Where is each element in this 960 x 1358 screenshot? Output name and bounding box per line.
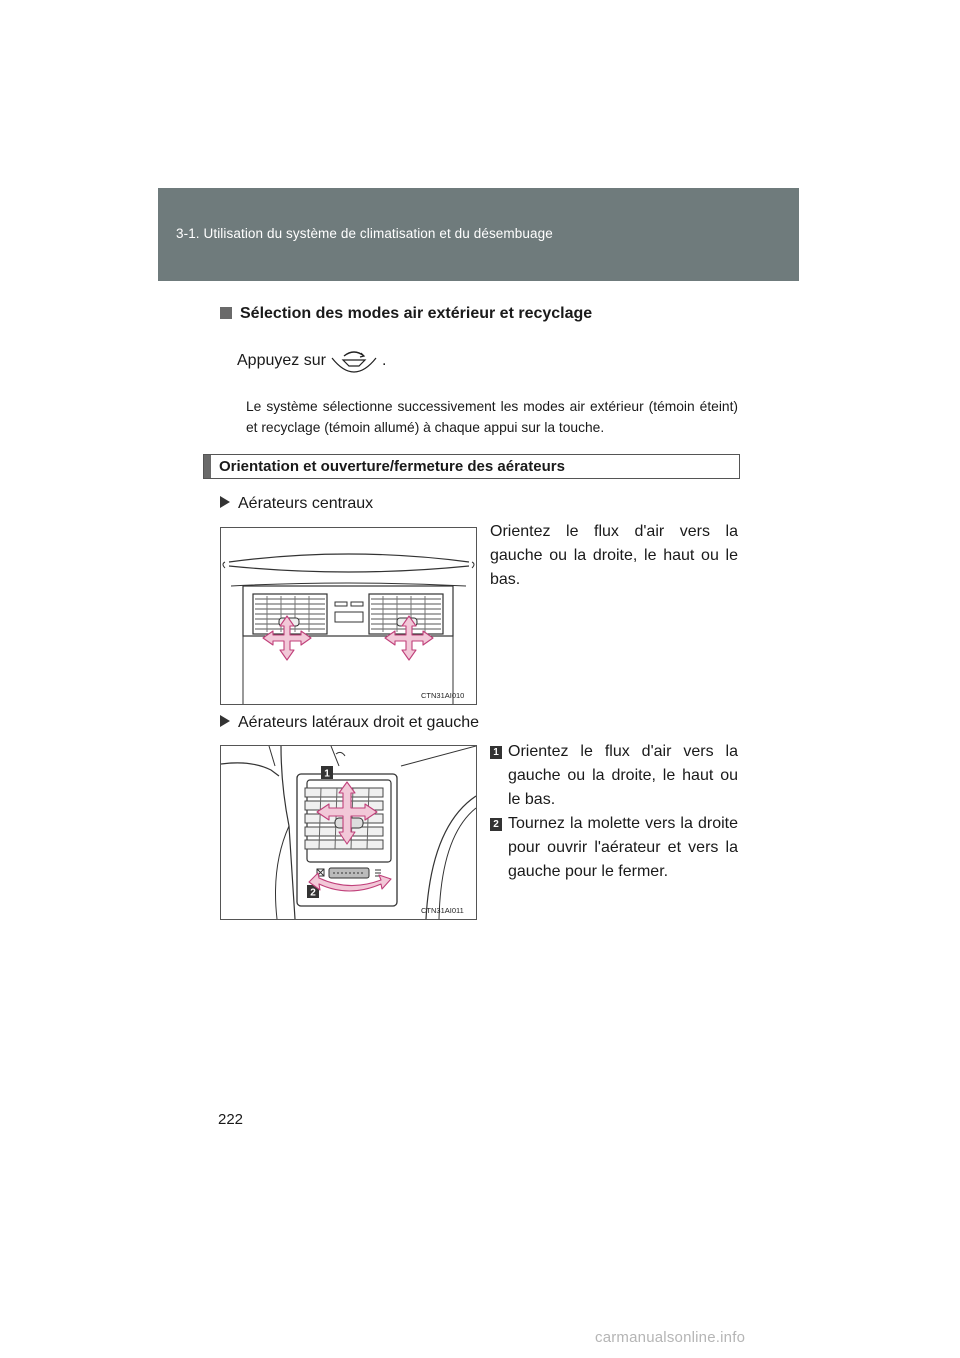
watermark: carmanualsonline.info bbox=[595, 1329, 746, 1346]
central-vents-title: Aérateurs centraux bbox=[238, 495, 374, 512]
side-vents-figure bbox=[220, 745, 477, 920]
square-bullet-icon bbox=[220, 307, 232, 319]
section-header: 3-1. Utilisation du système de climatisation et du désembuage bbox=[176, 226, 553, 241]
central-vents-figure bbox=[220, 527, 477, 705]
triangle-bullet-icon bbox=[220, 496, 230, 508]
central-figure-code: CTN31AI010 bbox=[421, 691, 465, 700]
page-number: 222 bbox=[218, 1111, 244, 1128]
side-figure-code: CTN31AI011 bbox=[421, 906, 464, 915]
central-vents-text: Orientez le flux d'air vers la gauche ou la droite, le haut ou le bas. bbox=[490, 523, 738, 588]
mode-note: Le système sélectionne successivement les modes air extérieur (témoin éteint) et recyclage (témoin allumé) à chaque appui sur la touche. bbox=[246, 399, 738, 435]
section-box bbox=[203, 454, 740, 479]
step-number-1: 1 bbox=[490, 746, 502, 759]
header-band bbox=[158, 188, 799, 281]
step-number-2: 2 bbox=[490, 818, 502, 831]
side-vents-title: Aérateurs latéraux droit et gauche bbox=[238, 714, 480, 731]
side-vents-illustration bbox=[221, 746, 476, 919]
side-vents-item-text: Orientez le flux d'air vers la gauche ou la droite, le haut ou le bas. bbox=[508, 743, 738, 808]
press-text: Appuyez sur bbox=[237, 352, 326, 369]
svg-text:2: 2 bbox=[310, 887, 316, 899]
central-vents-heading bbox=[220, 495, 373, 513]
triangle-bullet-icon bbox=[220, 715, 230, 727]
side-vents-heading bbox=[220, 714, 479, 732]
side-vents-item-text: Tournez la molette vers la droite pour ouvrir l'aérateur et vers la gauche pour le fermer. bbox=[508, 815, 738, 880]
subsection-heading bbox=[220, 305, 592, 323]
svg-text:1: 1 bbox=[324, 768, 330, 780]
central-vents-illustration bbox=[221, 528, 476, 704]
press-period: . bbox=[381, 352, 387, 369]
section-bar bbox=[204, 455, 211, 478]
subsection-title: Sélection des modes air extérieur et recyclage bbox=[240, 305, 593, 322]
section-title: Orientation et ouverture/fermeture des aérateurs bbox=[219, 458, 565, 475]
recirculation-button-icon bbox=[329, 346, 379, 380]
